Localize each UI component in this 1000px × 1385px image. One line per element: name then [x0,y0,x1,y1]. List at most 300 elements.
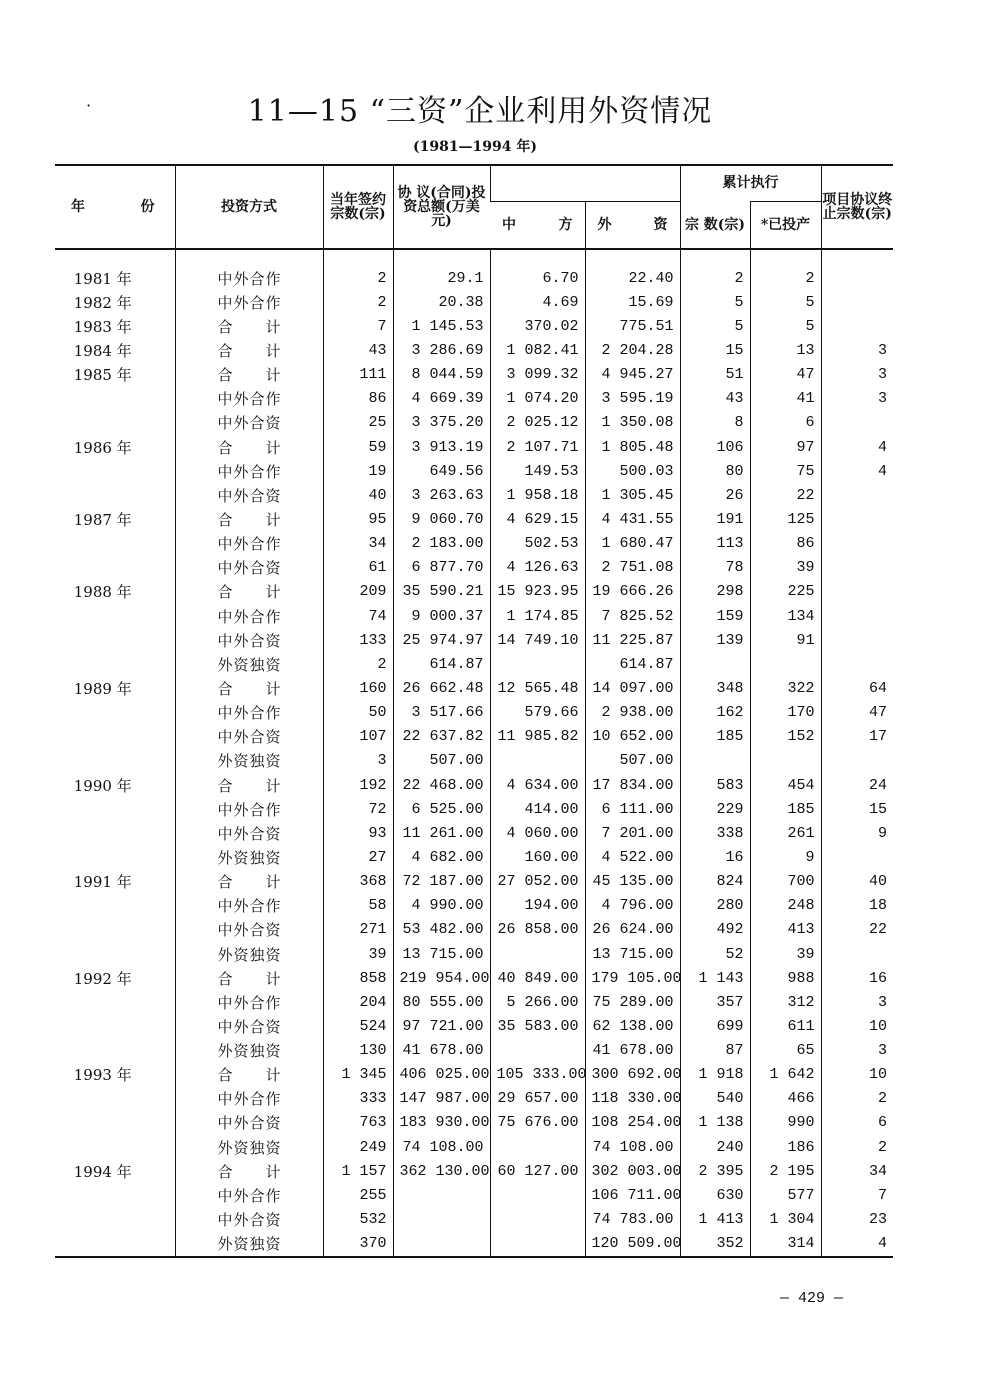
cell-cumulative: 240 [680,1135,750,1159]
cell-signed: 1 157 [323,1159,393,1183]
table-row [55,894,893,918]
cell-year: 1984 年 [73,341,132,360]
cell-total: 406 025.00 [393,1063,490,1087]
table-row [55,483,893,507]
cell-signed: 95 [323,507,393,531]
cell-method: 中外合作 [175,894,323,918]
cell-foreign: 1 805.48 [585,435,680,459]
cell-china [490,1183,585,1207]
cell-total: 3 286.69 [393,338,490,362]
cell-foreign: 41 678.00 [585,1039,680,1063]
cell-total: 97 721.00 [393,1014,490,1038]
cell-foreign: 45 135.00 [585,870,680,894]
cell-signed: 271 [323,918,393,942]
cell-signed: 858 [323,966,393,990]
cell-china [490,1135,585,1159]
cell-method: 中外合资 [175,918,323,942]
cell-cumulative: 2 [680,249,750,290]
cell-year [55,532,175,556]
cell-method: 合 计 [175,435,323,459]
cell-terminated: 16 [821,966,893,990]
cell-in-production: 2 [750,249,821,290]
cell-in-production: 312 [750,990,821,1014]
cell-foreign: 614.87 [585,652,680,676]
cell-china: 27 052.00 [490,870,585,894]
cell-method: 中外合作 [175,1087,323,1111]
statistics-table [55,164,893,1258]
cell-in-production: 186 [750,1135,821,1159]
cell-china: 2 025.12 [490,411,585,435]
cell-year [55,1087,175,1111]
cell-method: 合 计 [175,314,323,338]
cell-terminated [821,314,893,338]
cell-year [55,845,175,869]
cell-foreign: 4 522.00 [585,845,680,869]
cell-total: 3 517.66 [393,701,490,725]
cell-foreign: 108 254.00 [585,1111,680,1135]
cell-in-production: 47 [750,363,821,387]
cell-terminated: 10 [821,1063,893,1087]
cell-method: 中外合作 [175,290,323,314]
cell-cumulative: 78 [680,556,750,580]
cell-china: 194.00 [490,894,585,918]
table-row [55,314,893,338]
cell-signed: 39 [323,942,393,966]
table-row [55,1207,893,1231]
cell-cumulative: 106 [680,435,750,459]
cell-signed: 130 [323,1039,393,1063]
cell-total: 25 974.97 [393,628,490,652]
cell-terminated [821,628,893,652]
header-total: 协 议(合同)投资总额(万美元) [393,165,490,249]
cell-china: 4 126.63 [490,556,585,580]
cell-method: 中外合作 [175,459,323,483]
header-cumulative-group: 累计执行 [680,165,821,201]
cell-in-production: 13 [750,338,821,362]
cell-cumulative: 185 [680,725,750,749]
table-row [55,1111,893,1135]
table-row [55,845,893,869]
cell-terminated [821,483,893,507]
cell-china: 1 174.85 [490,604,585,628]
cell-method: 中外合资 [175,1207,323,1231]
cell-terminated [821,604,893,628]
cell-signed: 111 [323,363,393,387]
cell-total: 183 930.00 [393,1111,490,1135]
cell-china [490,942,585,966]
cell-china: 4 060.00 [490,821,585,845]
header-china: 中 方 [490,201,585,249]
cell-china: 40 849.00 [490,966,585,990]
cell-foreign: 13 715.00 [585,942,680,966]
cell-in-production: 322 [750,676,821,700]
cell-method: 合 计 [175,676,323,700]
cell-method: 中外合作 [175,1183,323,1207]
cell-cumulative: 2 395 [680,1159,750,1183]
cell-total [393,1232,490,1257]
cell-terminated: 18 [821,894,893,918]
cell-cumulative: 80 [680,459,750,483]
cell-foreign: 4 796.00 [585,894,680,918]
cell-foreign: 22.40 [585,249,680,290]
page-title: 11—15 “三资”企业利用外资情况 [247,94,713,129]
cell-foreign: 7 201.00 [585,821,680,845]
cell-signed: 2 [323,652,393,676]
cell-total: 614.87 [393,652,490,676]
table-row [55,507,893,531]
cell-cumulative: 16 [680,845,750,869]
cell-year: 1983 年 [73,317,132,336]
cell-total: 72 187.00 [393,870,490,894]
table-row [55,701,893,725]
table-body [55,249,893,1257]
cell-china [490,652,585,676]
cell-china: 370.02 [490,314,585,338]
cell-method: 中外合作 [175,532,323,556]
cell-method: 外资独资 [175,1039,323,1063]
cell-cumulative: 630 [680,1183,750,1207]
cell-in-production: 6 [750,411,821,435]
cell-cumulative: 52 [680,942,750,966]
header-split-blank [490,165,680,201]
cell-total: 26 662.48 [393,676,490,700]
cell-foreign: 17 834.00 [585,773,680,797]
cell-foreign: 74 783.00 [585,1207,680,1231]
cell-terminated: 3 [821,990,893,1014]
cell-year [55,556,175,580]
cell-total: 20.38 [393,290,490,314]
cell-method: 中外合作 [175,249,323,290]
cell-terminated: 2 [821,1135,893,1159]
cell-foreign: 26 624.00 [585,918,680,942]
cell-foreign: 14 097.00 [585,676,680,700]
cell-method: 外资独资 [175,1232,323,1257]
cell-total: 8 044.59 [393,363,490,387]
cell-cumulative: 298 [680,580,750,604]
cell-year [55,1232,175,1257]
cell-method: 外资独资 [175,652,323,676]
cell-method: 中外合资 [175,411,323,435]
table-row [55,580,893,604]
cell-method: 外资独资 [175,1135,323,1159]
cell-china: 5 266.00 [490,990,585,1014]
cell-china: 414.00 [490,797,585,821]
cell-terminated [821,845,893,869]
cell-china: 29 657.00 [490,1087,585,1111]
cell-terminated: 6 [821,1111,893,1135]
cell-cumulative: 583 [680,773,750,797]
cell-terminated: 17 [821,725,893,749]
cell-year: 1992 年 [73,969,132,988]
page-subtitle: (1981—1994 年) [412,139,538,155]
cell-signed: 43 [323,338,393,362]
cell-year: 1994 年 [73,1162,132,1181]
cell-signed: 40 [323,483,393,507]
cell-terminated [821,556,893,580]
cell-signed: 368 [323,870,393,894]
cell-method: 合 计 [175,870,323,894]
cell-cumulative: 1 918 [680,1063,750,1087]
cell-total: 35 590.21 [393,580,490,604]
cell-china: 11 985.82 [490,725,585,749]
cell-signed: 524 [323,1014,393,1038]
cell-signed: 7 [323,314,393,338]
cell-total: 3 913.19 [393,435,490,459]
cell-cumulative: 348 [680,676,750,700]
table-row [55,1063,893,1087]
cell-total: 9 060.70 [393,507,490,531]
cell-china: 502.53 [490,532,585,556]
cell-foreign: 302 003.00 [585,1159,680,1183]
cell-signed: 61 [323,556,393,580]
cell-method: 合 计 [175,338,323,362]
cell-signed: 34 [323,532,393,556]
cell-in-production: 248 [750,894,821,918]
cell-china: 105 333.00 [490,1063,585,1087]
cell-cumulative: 159 [680,604,750,628]
cell-foreign: 118 330.00 [585,1087,680,1111]
table-row [55,942,893,966]
cell-terminated: 3 [821,363,893,387]
cell-china: 579.66 [490,701,585,725]
cell-method: 合 计 [175,507,323,531]
cell-year: 1986 年 [73,438,132,457]
cell-foreign: 1 680.47 [585,532,680,556]
table-row [55,1159,893,1183]
table-row [55,604,893,628]
cell-china: 12 565.48 [490,676,585,700]
cell-foreign: 2 751.08 [585,556,680,580]
cell-year [55,483,175,507]
table-row [55,652,893,676]
cell-in-production: 5 [750,314,821,338]
cell-cumulative: 357 [680,990,750,1014]
cell-china: 14 749.10 [490,628,585,652]
cell-method: 中外合作 [175,797,323,821]
cell-china: 60 127.00 [490,1159,585,1183]
cell-total: 6 525.00 [393,797,490,821]
cell-cumulative: 1 143 [680,966,750,990]
cell-in-production: 700 [750,870,821,894]
cell-cumulative: 15 [680,338,750,362]
cell-china [490,1039,585,1063]
cell-foreign: 11 225.87 [585,628,680,652]
cell-total [393,1183,490,1207]
cell-method: 外资独资 [175,749,323,773]
cell-method: 中外合作 [175,604,323,628]
cell-foreign: 10 652.00 [585,725,680,749]
cell-year: 1989 年 [73,679,132,698]
cell-china: 6.70 [490,249,585,290]
cell-in-production: 454 [750,773,821,797]
cell-signed: 2 [323,249,393,290]
cell-foreign: 4 945.27 [585,363,680,387]
cell-terminated [821,749,893,773]
cell-signed: 19 [323,459,393,483]
cell-terminated: 4 [821,435,893,459]
cell-foreign: 74 108.00 [585,1135,680,1159]
cell-foreign: 500.03 [585,459,680,483]
cell-china: 3 099.32 [490,363,585,387]
cell-method: 合 计 [175,363,323,387]
cell-in-production: 9 [750,845,821,869]
cell-terminated [821,290,893,314]
cell-foreign: 2 204.28 [585,338,680,362]
cell-in-production: 413 [750,918,821,942]
cell-year: 1990 年 [73,776,132,795]
cell-terminated: 22 [821,918,893,942]
cell-total: 4 990.00 [393,894,490,918]
table-row [55,628,893,652]
cell-year [55,411,175,435]
cell-cumulative: 1 413 [680,1207,750,1231]
cell-foreign: 3 595.19 [585,387,680,411]
cell-terminated: 10 [821,1014,893,1038]
cell-terminated: 64 [821,676,893,700]
cell-terminated [821,942,893,966]
cell-terminated [821,580,893,604]
cell-year [55,1111,175,1135]
cell-terminated [821,507,893,531]
cell-china [490,1232,585,1257]
cell-foreign: 7 825.52 [585,604,680,628]
table-row [55,290,893,314]
cell-terminated: 3 [821,1039,893,1063]
table-row [55,676,893,700]
cell-in-production: 75 [750,459,821,483]
cell-china: 26 858.00 [490,918,585,942]
cell-terminated: 9 [821,821,893,845]
cell-year [55,821,175,845]
cell-terminated: 4 [821,459,893,483]
cell-in-production: 41 [750,387,821,411]
page-number: — 429 — [780,1290,844,1307]
cell-method: 中外合资 [175,821,323,845]
cell-year: 1993 年 [73,1066,132,1085]
table-row [55,1039,893,1063]
cell-terminated: 47 [821,701,893,725]
cell-cumulative: 51 [680,363,750,387]
cell-cumulative: 699 [680,1014,750,1038]
table-row [55,773,893,797]
cell-total: 1 145.53 [393,314,490,338]
cell-total: 6 877.70 [393,556,490,580]
cell-terminated: 4 [821,1232,893,1257]
cell-year [55,990,175,1014]
cell-in-production: 185 [750,797,821,821]
cell-signed: 133 [323,628,393,652]
cell-in-production: 611 [750,1014,821,1038]
table-row [55,435,893,459]
cell-year [55,701,175,725]
cell-year [55,1014,175,1038]
cell-china: 15 923.95 [490,580,585,604]
table-row [55,918,893,942]
cell-total: 22 468.00 [393,773,490,797]
cell-china: 4 629.15 [490,507,585,531]
cell-method: 中外合资 [175,1111,323,1135]
cell-year [55,749,175,773]
cell-signed: 59 [323,435,393,459]
table-row [55,556,893,580]
cell-method: 中外合资 [175,628,323,652]
cell-signed: 370 [323,1232,393,1257]
cell-total: 649.56 [393,459,490,483]
cell-terminated [821,249,893,290]
cell-year [55,604,175,628]
table-row [55,870,893,894]
cell-total: 74 108.00 [393,1135,490,1159]
cell-year: 1988 年 [73,583,132,602]
cell-year [55,1183,175,1207]
cell-signed: 27 [323,845,393,869]
cell-terminated [821,411,893,435]
cell-cumulative: 492 [680,918,750,942]
cell-cumulative: 280 [680,894,750,918]
table-row [55,532,893,556]
header-year: 年 份 [55,165,175,249]
cell-foreign: 106 711.00 [585,1183,680,1207]
cell-terminated: 40 [821,870,893,894]
cell-terminated: 2 [821,1087,893,1111]
cell-foreign: 120 509.00 [585,1232,680,1257]
cell-in-production: 39 [750,942,821,966]
cell-total: 29.1 [393,249,490,290]
cell-china: 160.00 [490,845,585,869]
cell-in-production: 170 [750,701,821,725]
cell-china: 1 074.20 [490,387,585,411]
cell-terminated: 23 [821,1207,893,1231]
cell-cumulative: 229 [680,797,750,821]
cell-in-production [750,749,821,773]
cell-cumulative: 26 [680,483,750,507]
cell-total: 53 482.00 [393,918,490,942]
cell-china: 4 634.00 [490,773,585,797]
cell-year [55,1039,175,1063]
cell-year: 1982 年 [73,293,132,312]
table-row [55,1014,893,1038]
cell-terminated: 34 [821,1159,893,1183]
cell-in-production: 225 [750,580,821,604]
cell-in-production: 91 [750,628,821,652]
cell-foreign: 1 350.08 [585,411,680,435]
cell-foreign: 62 138.00 [585,1014,680,1038]
cell-signed: 86 [323,387,393,411]
cell-total: 22 637.82 [393,725,490,749]
cell-foreign: 775.51 [585,314,680,338]
cell-cumulative: 352 [680,1232,750,1257]
cell-signed: 763 [323,1111,393,1135]
cell-signed: 93 [323,821,393,845]
table-row [55,338,893,362]
cell-year [55,1207,175,1231]
cell-cumulative: 1 138 [680,1111,750,1135]
cell-in-production: 988 [750,966,821,990]
cell-foreign: 300 692.00 [585,1063,680,1087]
cell-in-production: 39 [750,556,821,580]
cell-signed: 107 [323,725,393,749]
cell-total: 4 682.00 [393,845,490,869]
cell-china: 4.69 [490,290,585,314]
cell-year [55,918,175,942]
cell-total: 9 000.37 [393,604,490,628]
cell-terminated: 3 [821,338,893,362]
cell-cumulative: 191 [680,507,750,531]
cell-in-production: 314 [750,1232,821,1257]
cell-signed: 209 [323,580,393,604]
cell-cumulative: 5 [680,290,750,314]
cell-china: 149.53 [490,459,585,483]
